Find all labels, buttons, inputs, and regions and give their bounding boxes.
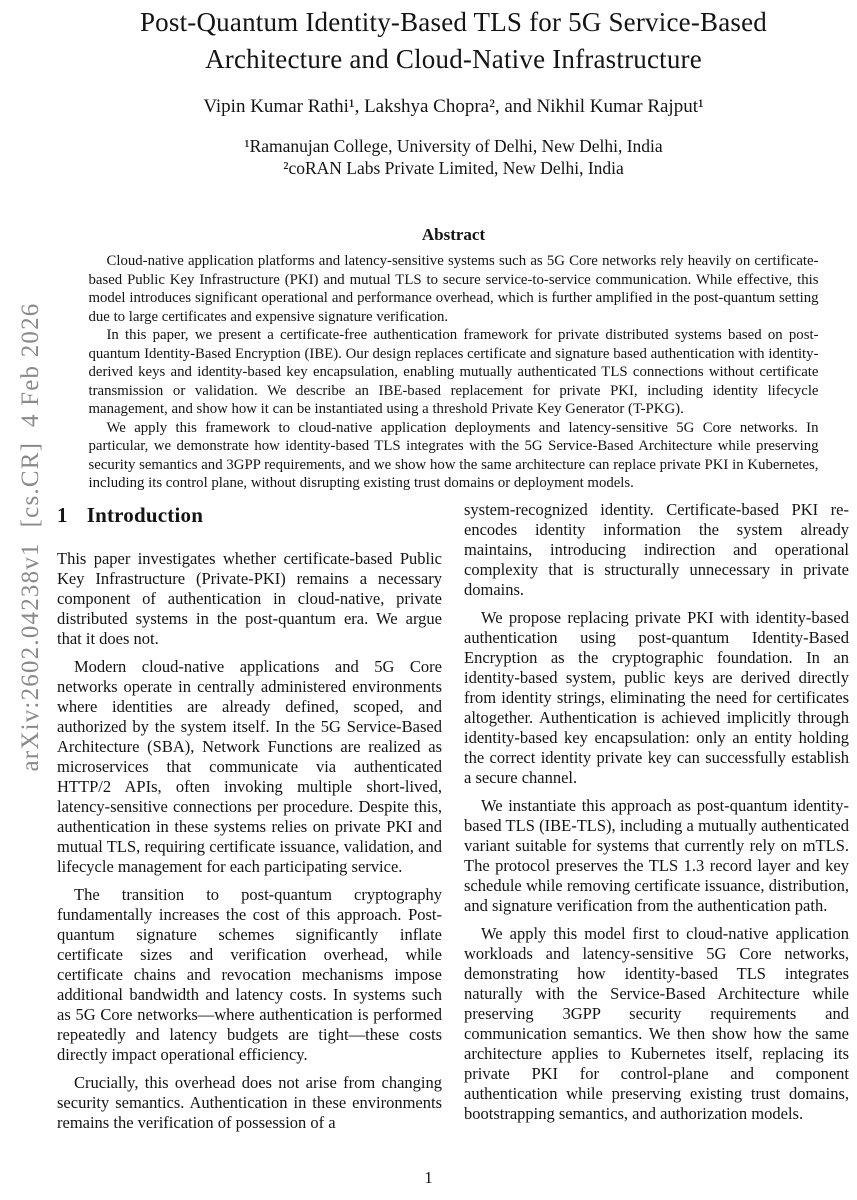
intro-paragraph: system-recognized identity. Certificate-based PKI re-encodes identity information the system already maintains, introducing indirection and operational complexity that is structurally unnecessary in private domains. <box>464 499 849 599</box>
paper-title <box>57 4 850 78</box>
paper-title-line-1: Post-Quantum Identity-Based TLS for 5G Service-Based <box>139 7 768 37</box>
abstract-paragraph: We apply this framework to cloud-native application deployments and latency-sensitive 5G Core networks. In particular, we demonstrate how identity-based TLS integrates with the 5G Service-Based Architecture while preserving security semantics and 3GPP requirements, and we show how the same architecture can replace private PKI in Kubernetes, including its control plane, without disrupting existing trust domains or deployment models. <box>88 419 819 491</box>
authors-line: Vipin Kumar Rathi¹, Lakshya Chopra², and Nikhil Kumar Rajput¹ <box>203 96 704 117</box>
abstract-section <box>89 252 819 493</box>
intro-right-column <box>464 500 849 1133</box>
affiliations-block <box>57 135 850 179</box>
intro-left-column <box>57 500 442 1133</box>
affiliation-1: ¹Ramanujan College, University of Delhi, New Delhi, India <box>244 136 663 156</box>
intro-paragraph: The transition to post-quantum cryptography fundamentally increases the cost of this approach. Post-quantum signature schemes significantly inflate certificate sizes and verification overhead, while certificate chains and revocation mechanisms impose additional bandwidth and latency costs. In systems such as 5G Core networks—where authentication is performed repeatedly and latency budgets are tight—these costs directly impact operational efficiency. <box>57 884 442 1064</box>
abstract-paragraph: Cloud-native application platforms and latency-sensitive systems such as 5G Core networks rely heavily on certificate-based Public Key Infrastructure (PKI) and mutual TLS to secure service-to-service communication. While effective, this model introduces significant operational and performance overhead, which is further amplified in the post-quantum setting due to large certificates and expensive signature verification. <box>88 253 819 325</box>
section-number: 1 <box>57 502 68 527</box>
intro-paragraph: Crucially, this overhead does not arise from changing security semantics. Authentication in these environments remains the verification of possession of a <box>57 1072 442 1132</box>
abstract-heading: Abstract <box>421 225 486 244</box>
two-column-body <box>57 500 850 1133</box>
intro-paragraph: We instantiate this approach as post-quantum identity-based TLS (IBE-TLS), including a mutually authenticated variant suitable for systems that currently rely on mTLS. The protocol preserves the TLS 1.3 record layer and key schedule while removing certificate issuance, distribution, and signature verification from the authentication path. <box>464 795 849 915</box>
paper-title-line-2: Architecture and Cloud-Native Infrastructure <box>205 44 702 74</box>
paper-content <box>57 0 850 1133</box>
intro-paragraph: This paper investigates whether certificate-based Public Key Infrastructure (Private-PKI) remains a necessary component of authentication in cloud-native, private distributed systems in the post-quantum era. We argue that it does not. <box>57 548 442 648</box>
page-number: 1 <box>424 1168 433 1187</box>
section-heading-introduction <box>57 503 442 528</box>
intro-paragraph: We propose replacing private PKI with identity-based authentication using post-quantum Identity-Based Encryption as the cryptographic foundation. In an identity-based system, public keys are derived directly from identity strings, eliminating the need for certificates altogether. Authentication is achieved implicitly through identity-based key encapsulation: only an entity holding the correct identity private key can successfully establish a secure channel. <box>464 607 849 787</box>
section-title: Introduction <box>86 502 204 527</box>
arxiv-watermark: arXiv:2602.04238v1 [cs.CR] 4 Feb 2026 <box>17 302 44 772</box>
affiliation-2: ²coRAN Labs Private Limited, New Delhi, India <box>283 158 624 178</box>
intro-paragraph: We apply this model first to cloud-native application workloads and latency-sensitive 5G Core networks, demonstrating how identity-based TLS integrates naturally with the Service-Based Architecture while preserving 3GPP security requirements and communication semantics. We then show how the same architecture applies to Kubernetes itself, replacing its private PKI for control-plane and component authentication while preserving existing trust domains, bootstrapping semantics, and authorization models. <box>464 923 849 1123</box>
intro-paragraph: Modern cloud-native applications and 5G Core networks operate in centrally administered environments where identities are already defined, scoped, and authorized by the system itself. In the 5G Service-Based Architecture (SBA), Network Functions are realized as microservices that communicate via authenticated HTTP/2 APIs, often invoking multiple short-lived, latency-sensitive connections per procedure. Despite this, authentication in these systems relies on private PKI and mutual TLS, requiring certificate issuance, validation, and lifecycle management for each participating service. <box>57 656 442 876</box>
abstract-paragraph: In this paper, we present a certificate-free authentication framework for private distributed systems based on post-quantum Identity-Based Encryption (IBE). Our design replaces certificate and signature based authentication with identity-derived keys and identity-based key encapsulation, enabling mutually authenticated TLS connections without certificate transmission or validation. We describe an IBE-based replacement for private PKI, including identity lifecycle management, and show how it can be instantiated using a threshold Private Key Generator (T-PKG). <box>88 327 819 417</box>
